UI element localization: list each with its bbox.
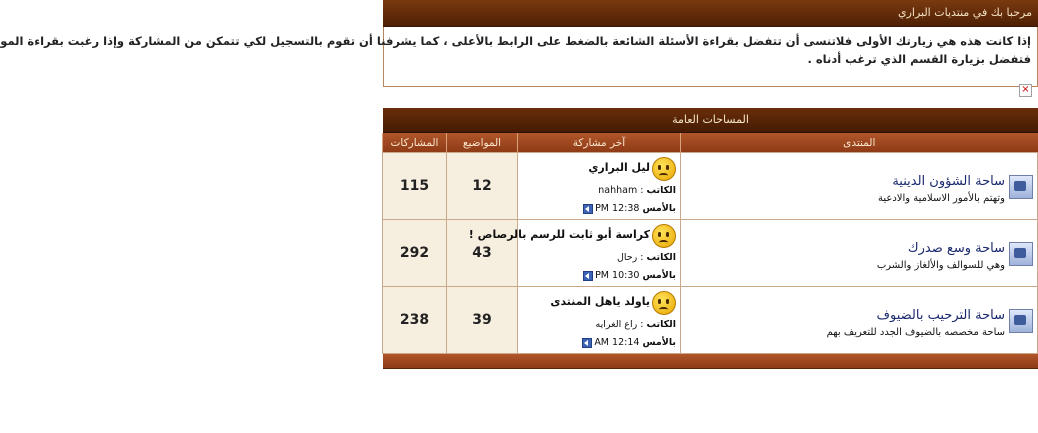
author-name-link[interactable]: nahham — [598, 185, 638, 196]
forum-description: ساحة مخصصه بالضيوف الجدد للتعريف بهم — [826, 327, 1005, 338]
welcome-line-2: فتفضل بزيارة القسم الذي ترغب أدناه . — [807, 52, 1031, 66]
time-value: 10:30 PM — [595, 270, 640, 281]
forum-cell — [681, 153, 1038, 220]
topics-count: 12 — [447, 153, 518, 220]
forum-description: وهي للسوالف والألغاز والشرب — [876, 260, 1005, 271]
last-post-author: الكاتب : رحال — [616, 252, 676, 263]
forum-status-icon — [1009, 242, 1033, 266]
category-title[interactable]: المساحات العامة — [383, 108, 1038, 133]
time-value: 12:14 AM — [594, 337, 640, 348]
time-value: 12:38 PM — [595, 203, 640, 214]
category-footer-bar — [383, 354, 1038, 369]
forum-row — [383, 220, 1038, 287]
author-name-link[interactable]: راع الغرايه — [595, 319, 638, 330]
author-label: الكاتب — [646, 252, 676, 263]
welcome-title: مرحبا بك في منتديات البراري — [383, 0, 1038, 27]
last-post-cell — [518, 287, 681, 354]
welcome-message — [0, 27, 1038, 87]
forum-row — [383, 287, 1038, 354]
column-last-post: آخر مشاركة — [518, 133, 681, 153]
forum-title-link[interactable]: ساحة الترحيب بالضيوف — [876, 308, 1005, 323]
last-post-time — [583, 270, 676, 281]
forum-title-link[interactable]: ساحة الشؤون الدينية — [892, 174, 1005, 189]
crying-smiley-icon — [652, 224, 676, 248]
last-post-title-link[interactable]: كراسة أبو ثابت للرسم بالرصاص ! — [468, 228, 650, 241]
posts-count: 238 — [383, 287, 447, 354]
last-post-title-link[interactable]: ليل البراري — [588, 161, 650, 174]
forum-cell — [681, 220, 1038, 287]
forum-category — [383, 108, 1038, 369]
last-post-cell — [518, 153, 681, 220]
forum-table — [382, 133, 1038, 354]
go-to-last-post-icon[interactable] — [582, 338, 592, 348]
last-post-time — [583, 203, 676, 214]
posts-count: 115 — [383, 153, 447, 220]
column-forum: المنتدى — [681, 133, 1038, 153]
author-name-link[interactable]: رحال — [616, 252, 638, 263]
yesterday-label: بالأمس — [642, 270, 676, 281]
topics-count: 39 — [447, 287, 518, 354]
crying-smiley-icon — [652, 291, 676, 315]
author-label: الكاتب — [646, 185, 676, 196]
posts-count: 292 — [383, 220, 447, 287]
forum-status-icon — [1009, 175, 1033, 199]
last-post-author: الكاتب : nahham — [598, 185, 676, 196]
crying-smiley-icon — [652, 157, 676, 181]
forum-row — [383, 153, 1038, 220]
yesterday-label: بالأمس — [642, 337, 676, 348]
go-to-last-post-icon[interactable] — [583, 271, 593, 281]
last-post-time — [582, 337, 676, 348]
author-label: الكاتب — [646, 319, 676, 330]
last-post-author: الكاتب : راع الغرايه — [595, 319, 676, 330]
forum-cell — [681, 287, 1038, 354]
yesterday-label: بالأمس — [642, 203, 676, 214]
forum-status-icon — [1009, 309, 1033, 333]
forum-title-link[interactable]: ساحة وسع صدرك — [907, 241, 1005, 256]
last-post-title-link[interactable]: ياولد ياهل المنتدى — [550, 295, 650, 308]
welcome-line-1: إذا كانت هذه هي زيارتك الأولى فلاتنسى أن تتفضل بقراءة الأسئلة الشائعة بالضغط على الرابط بالأعلى ، كما يشرفنا أن تقوم بالتسجيل لكي تتمكن من المشاركة وإذا رغبت بقراءة المو — [0, 34, 1031, 48]
topics-count: 43 — [447, 220, 518, 287]
column-posts: المشاركات — [383, 133, 447, 153]
close-icon[interactable]: × — [1019, 84, 1032, 97]
go-to-last-post-icon[interactable] — [583, 204, 593, 214]
welcome-panel — [0, 0, 1038, 82]
column-topics: المواضيع — [447, 133, 518, 153]
column-header-row — [383, 133, 1038, 153]
forum-description: وتهتم بالأمور الاسلامية والادعية — [878, 193, 1005, 204]
